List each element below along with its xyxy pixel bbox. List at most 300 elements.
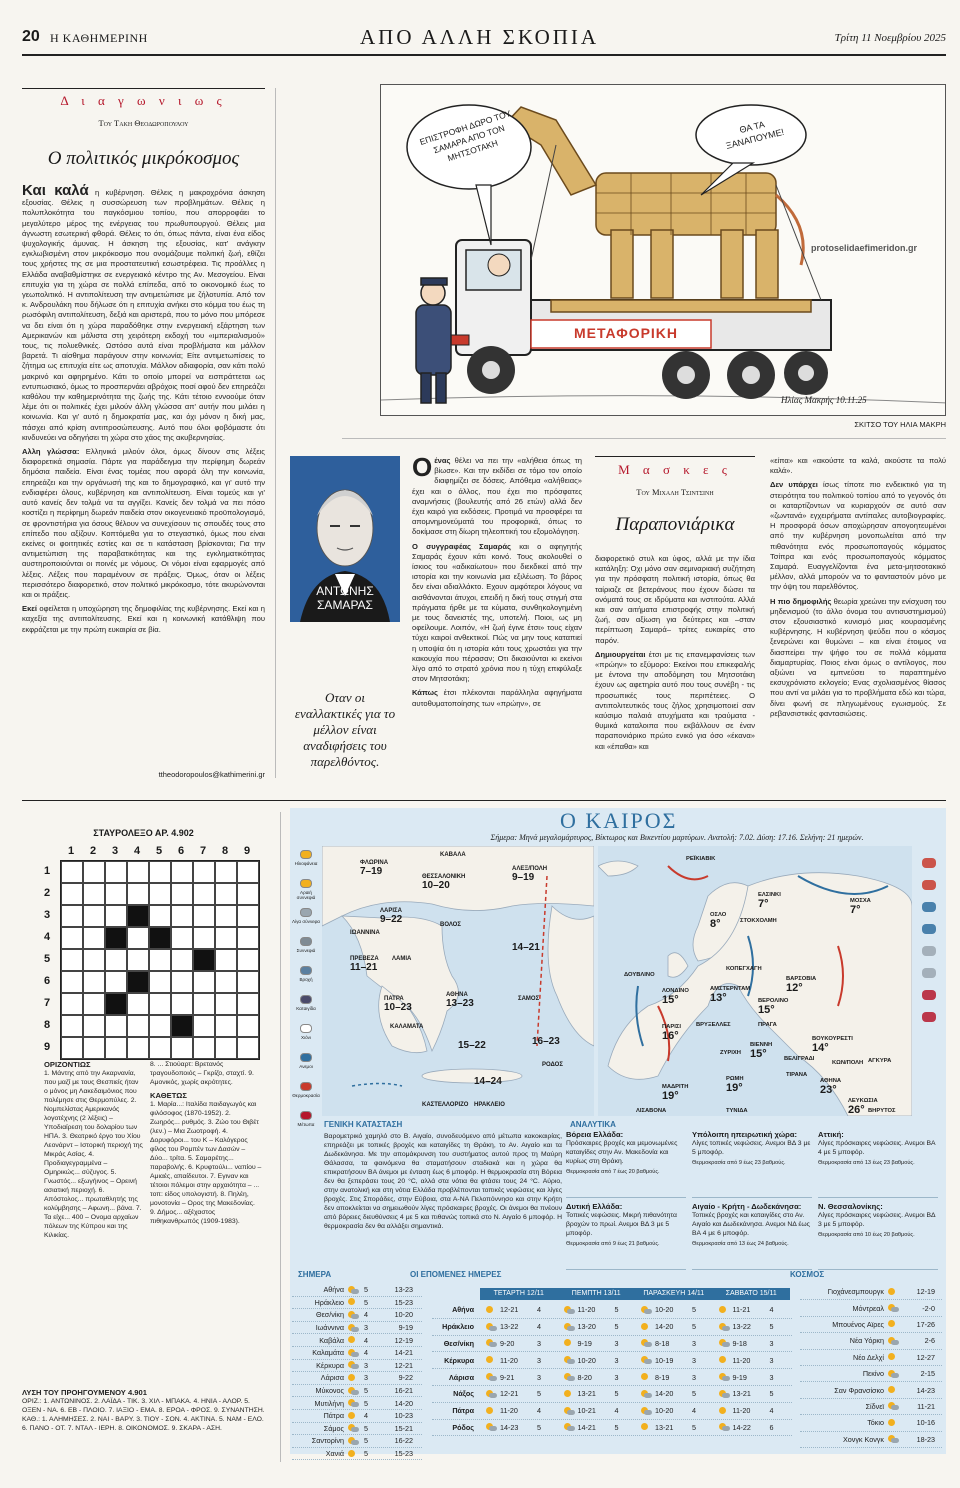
region-text: Τοπικές βροχές και καταιγίδες στο Αν. Αιγαίο και Δωδεκάνησα. Ανεμοι ΝΔ έως ΒΑ 4 με 6 μποφόρ.: [692, 1212, 810, 1237]
crossword-cell[interactable]: [193, 993, 215, 1015]
forecast-day-label: ΤΕΤΑΡΤΗ 12/11: [493, 1290, 544, 1297]
map-city: [422, 874, 465, 891]
crossword-cell[interactable]: [83, 971, 105, 993]
crossword-cell[interactable]: [215, 971, 237, 993]
diagonios-title: Ο πολιτικός μικρόκοσμος: [47, 148, 240, 169]
crossword-cell[interactable]: [61, 949, 83, 971]
temp-range: 13-22: [500, 1322, 519, 1332]
map-city-name: ΒΡΥΞΕΛΛΕΣ: [696, 1022, 731, 1028]
crossword-cell[interactable]: [83, 1015, 105, 1037]
sun-icon: [641, 1323, 652, 1331]
map-city-name: ΠΡΑΓΑ: [758, 1022, 777, 1028]
wind-force: 5: [614, 1305, 619, 1315]
legend-label: Συννεφιά: [296, 948, 316, 953]
crossword-cell[interactable]: [171, 949, 193, 971]
today-row: [292, 1448, 422, 1461]
map-city: [360, 860, 388, 877]
sun-icon: [348, 1450, 359, 1458]
sun-icon: [348, 1374, 359, 1382]
map-city-name: ΤΙΡΑΝΑ: [786, 1072, 808, 1078]
wind-force: 5: [364, 1297, 368, 1307]
crossword-cell[interactable]: [61, 883, 83, 905]
map-city-name: ΒΕΛΙΓΡΑΔΙ: [784, 1056, 815, 1062]
forecast-cell: [713, 1305, 791, 1314]
map-city-name: ΑΘΗΝΑ: [446, 992, 468, 998]
crossword-cell[interactable]: [237, 883, 259, 905]
temp-range: 12-21: [500, 1305, 519, 1315]
city-name: Τόκιο: [867, 1418, 884, 1428]
city-name: Χανιά: [325, 1449, 344, 1459]
city-name: Μόντρεαλ: [852, 1303, 884, 1313]
temp-range: 12-21: [394, 1360, 413, 1370]
wind-force: 4: [769, 1305, 774, 1315]
partly-cloudy-icon: [564, 1356, 575, 1364]
crossword-cell[interactable]: [237, 905, 259, 927]
crossword-cell[interactable]: [193, 861, 215, 883]
city-name: Νέα Υόρκη: [849, 1336, 884, 1346]
map-city: [422, 1102, 468, 1108]
wind-force: 3: [614, 1355, 619, 1365]
crossword-row-numbers: 1 2 3 4 5 6 7 8 9: [44, 865, 51, 1053]
crossword-cell[interactable]: [149, 1037, 171, 1059]
temp-range: 10-16: [916, 1418, 935, 1428]
diagonios-byline: Του Τακη Θεοδωροπουλου: [98, 118, 189, 128]
legend-symbol-icon: [922, 880, 936, 890]
temp-range: 14-22: [732, 1422, 751, 1432]
crossword-cell[interactable]: [61, 1037, 83, 1059]
map-city-name: ΒΗΡΥΤΟΣ: [868, 1108, 896, 1114]
crossword-grid[interactable]: [60, 860, 260, 1060]
crossword-cell[interactable]: [149, 949, 171, 971]
legend-label: Χιόνι: [301, 1035, 311, 1040]
region-temp: Θερμοκρασία από 13 έως 24 βαθμούς.: [692, 1241, 789, 1247]
forecast-row: [432, 1386, 792, 1403]
wind-force: 3: [769, 1372, 774, 1382]
region-temp: Θερμοκρασία από 10 έως 20 βαθμούς.: [818, 1232, 915, 1238]
crossword-black-cell: [105, 927, 127, 949]
crossword-cell[interactable]: [83, 993, 105, 1015]
wind-force: 5: [364, 1436, 368, 1446]
crossword-cell[interactable]: [105, 905, 127, 927]
world-row: [800, 1317, 942, 1333]
crossword-cell[interactable]: [105, 971, 127, 993]
crossword-cell[interactable]: [237, 927, 259, 949]
wind-force: 3: [692, 1372, 696, 1382]
forecast-cell: [635, 1356, 713, 1365]
partly-cloudy-icon: [486, 1323, 497, 1331]
map-city-name: ΘΕΣΣΑΛΟΝΙΚΗ: [422, 874, 466, 880]
city-name: Μπουένος Αϊρες: [832, 1319, 884, 1329]
forecast-cell: [558, 1406, 636, 1415]
map-city-temp: 10–20: [422, 880, 450, 891]
map-city-temp: 13°: [710, 992, 727, 1004]
crossword-cell[interactable]: [61, 1015, 83, 1037]
partly-cloudy-icon: [348, 1399, 359, 1407]
legend-swatch: [300, 850, 312, 859]
today-row: [292, 1423, 422, 1436]
map-city-name: ΣΑΜΟΣ: [518, 996, 540, 1002]
map-city-name: ΤΥΝΙΔΑ: [726, 1108, 748, 1114]
temp-range: 13-22: [732, 1322, 751, 1332]
map-city: [662, 1024, 681, 1042]
weather-legend: [292, 848, 320, 1127]
crossword-cell[interactable]: [215, 1015, 237, 1037]
temp-range: 16-21: [394, 1386, 413, 1396]
region-text: Τοπικές νεφώσεις. Μικρή πιθανότητα βροχών το πρωί. Ανεμοι ΒΔ 3 με 5 μποφόρ.: [566, 1212, 677, 1237]
legend-swatch: [300, 879, 312, 888]
crossword-cell[interactable]: [149, 993, 171, 1015]
crossword-solution: ΛΥΣΗ ΤΟΥ ΠΡΟΗΓΟΥΜΕΝΟΥ 4.901 ΟΡΙΖ.: 1. ΑΝΤΩΝΙΝΟΣ. 2. ΛΑΪΔΑ - ΤΙΚ. 3. ΧΙΛ - ΜΠΑΚΑ. 4. ΗΝΙΑ - ΑΛΟΡ. 5. ΟΞΕΝ - ΝΑ. 6. ΕΒ - ΠΛΟΙΟ. 7. ΙΑΞΙΟ - ΕΜΑ. 8. ΕΡΟΑ - ΦΡΟΣ. 9. ΣΥΝΑΝΤΗΣΗ. ΚΑΘ.: 1. ΑΛΗΜΗΣΕΣ. 2. ΝΑΙ - ΒΑΡΥ. 3. ΤΙΟΥ - ΣΟΝ. 4. ΑΚΤΙΝΑ. 5. ΝΑΜ - ΕΛΟ. 6. ΠΑΝΟ - ΟΤ. 7. ΝΤΑΛ - ΙΕΡΗ. 8. ΟΙΚΟΝΟΜΟΣ. 9. ΣΚΑΡΑ - ΑΣΗ.: [22, 1388, 265, 1432]
city-name: Λάρισα: [320, 1373, 344, 1383]
crossword-cell[interactable]: [61, 971, 83, 993]
today-table: [292, 1284, 422, 1460]
forecast-days-header: [480, 1288, 790, 1300]
map-city: [350, 956, 379, 973]
crossword-cell[interactable]: [237, 1015, 259, 1037]
forecast-cell: [558, 1423, 636, 1432]
crossword-col-numbers: 1 2 3 4 5 6 7 8 9: [67, 845, 251, 857]
map-city-name: ΜΟΣΧΑ: [850, 898, 871, 904]
crossword-cell[interactable]: [171, 993, 193, 1015]
sun-icon: [348, 1412, 359, 1420]
crossword-cell[interactable]: [61, 993, 83, 1015]
legend-label: Ηλιοφάνεια: [294, 861, 318, 866]
crossword-cell[interactable]: [171, 861, 193, 883]
crossword-cell[interactable]: [83, 905, 105, 927]
wind-force: 3: [364, 1360, 368, 1370]
city-name: Νάξος: [453, 1389, 474, 1399]
crossword-cell[interactable]: [149, 905, 171, 927]
map-city-name: ΚΑΛΑΜΑΤΑ: [390, 1024, 424, 1030]
crossword-cell[interactable]: [193, 927, 215, 949]
crossword-cell[interactable]: [149, 1015, 171, 1037]
region-temp: Θερμοκρασία από 13 έως 23 βαθμούς.: [818, 1160, 915, 1166]
crossword-clues-right: 8. ... Στιούαρτ: Βρετανός τραγουδοποιός – Γκρίζο, σταχτί. 9. Αμονικός, χωρίς ακρότητες. ΚΑΘΕΤΩΣ 1. Μαρία...: Ιταλίδα παιδαγωγός και φιλόσοφος (1870-1952). 2. Ζωηρός... ρυθμός. 3. Ζώο του Θιβέτ (λεν.) – Μια Ζωοτροφή. 4. Δορυφόροι... του Κ – Καλόγερος φίλος του Ρομπέν των Δασών – Δύο... τρίτα. 5. Σαμαρέτης... παραβολής. 6. Κρυφτούλι... ναπίου – Αμιαές, απαίδευτοι. 7. Εγιναν και τέτοιοι πόλεμοι στην αρχαιότητα – ... τοπ: είδος υπολογιστή. 8. Πηλέη, μονοτονία – Ορος της Μακεδονίας. 9. Δήμος... αξέχαστος πιθηκανθρωπός (1909-1983).: [150, 1061, 262, 1225]
map-city-name: ΜΑΔΡΙΤΗ: [662, 1084, 689, 1090]
city-name: Αθήνα: [323, 1285, 344, 1295]
legend-item: [292, 995, 320, 1022]
map-city: [786, 1072, 807, 1078]
forecast-cell: [635, 1423, 713, 1432]
legend-item: [292, 850, 320, 877]
forecast-cell: [713, 1356, 791, 1365]
wind-force: 4: [364, 1335, 368, 1345]
wind-force: 5: [769, 1389, 774, 1399]
crossword-cell[interactable]: [215, 905, 237, 927]
partly-cloudy-icon: [719, 1423, 730, 1431]
map-city-name: ΚΑΒΑΛΑ: [440, 852, 466, 858]
temp-range: 10-20: [655, 1305, 674, 1315]
crossword-cell[interactable]: [215, 883, 237, 905]
legend-label: Αραιή συννεφιά: [296, 890, 316, 900]
map-city-temp: 19°: [726, 1082, 743, 1094]
map-city-name: ΦΛΩΡΙΝΑ: [360, 860, 389, 866]
partly-cloudy-icon: [719, 1373, 730, 1381]
crossword-cell[interactable]: [171, 971, 193, 993]
crossword-cell[interactable]: [215, 949, 237, 971]
legend-symbol-icon: [922, 858, 936, 868]
crossword-cell[interactable]: [237, 971, 259, 993]
crossword-cell[interactable]: [127, 993, 149, 1015]
maskes-title: Παραπονιάρικα: [615, 514, 735, 535]
crossword-cell[interactable]: [193, 1015, 215, 1037]
forecast-cell: [558, 1373, 636, 1382]
region-temp: Θερμοκρασία από 9 έως 23 βαθμούς.: [692, 1160, 786, 1166]
temp-range: 13-20: [577, 1322, 596, 1332]
temp-range: 11-20: [732, 1406, 751, 1416]
temp-range: 9-19: [577, 1338, 592, 1348]
sun-icon: [719, 1306, 730, 1314]
temp-range: 10-20: [655, 1406, 674, 1416]
partly-cloudy-icon: [641, 1306, 652, 1314]
crossword-cell[interactable]: [237, 993, 259, 1015]
sun-icon: [641, 1423, 652, 1431]
world-row: [800, 1432, 942, 1448]
map-city-name: ΑΜΣΤΕΡΝΤΑΜ: [710, 986, 751, 992]
temp-range: 9-22: [398, 1373, 413, 1383]
map-city-name: ΛΙΣΑΒΟΝΑ: [636, 1108, 667, 1114]
crossword-cell[interactable]: [215, 861, 237, 883]
crossword-cell[interactable]: [83, 927, 105, 949]
crossword-black-cell: [171, 1015, 193, 1037]
crossword-cell[interactable]: [193, 883, 215, 905]
today-row: [292, 1385, 422, 1398]
crossword-cell[interactable]: [83, 1037, 105, 1059]
crossword-cell[interactable]: [149, 883, 171, 905]
crossword-cell[interactable]: [105, 861, 127, 883]
wind-force: 3: [537, 1355, 541, 1365]
crossword-cell[interactable]: [61, 927, 83, 949]
world-row: [800, 1284, 942, 1300]
region-name: Δυτική Ελλάδα:: [566, 1202, 623, 1211]
crossword-cell[interactable]: [193, 971, 215, 993]
crossword-cell[interactable]: [127, 927, 149, 949]
map-city-name: ΖΥΡΙΧΗ: [720, 1050, 741, 1056]
crossword-cell[interactable]: [215, 1037, 237, 1059]
world-table: [800, 1284, 942, 1448]
legend-item: [292, 1111, 320, 1138]
temp-range: 11-20: [500, 1355, 518, 1365]
map-city: [446, 992, 474, 1009]
temp-range: 9-20: [500, 1338, 515, 1348]
legend-item: [292, 937, 320, 964]
wind-force: 3: [614, 1338, 619, 1348]
world-row: [800, 1300, 942, 1316]
crossword-cell[interactable]: [193, 905, 215, 927]
partly-cloudy-icon: [564, 1323, 575, 1331]
crossword-cell[interactable]: [171, 927, 193, 949]
forecast-cell: [713, 1339, 791, 1348]
sun-icon: [348, 1298, 359, 1306]
crossword-cell[interactable]: [237, 1037, 259, 1059]
legend-item: [292, 908, 320, 935]
temp-range: 14-21: [394, 1348, 413, 1358]
crossword-cell[interactable]: [149, 971, 171, 993]
crossword-cell[interactable]: [105, 1037, 127, 1059]
crossword-cell[interactable]: [149, 861, 171, 883]
map-city-temp: 12°: [786, 982, 803, 994]
forecast-cell: [713, 1423, 791, 1432]
world-row: [800, 1366, 942, 1382]
forecast-cell: [558, 1305, 636, 1314]
crossword-cell[interactable]: [61, 905, 83, 927]
legend-symbol-icon: [922, 968, 936, 978]
map-city: [662, 1084, 688, 1102]
wind-force: 5: [614, 1322, 619, 1332]
wind-force: 5: [692, 1422, 696, 1432]
forecast-cell: [558, 1322, 636, 1331]
forecast-cell: [713, 1406, 791, 1415]
crossword-cell[interactable]: [105, 949, 127, 971]
map-city-name: ΒΟΥΚΟΥΡΕΣΤΙ: [812, 1036, 853, 1042]
crossword-cell[interactable]: [127, 949, 149, 971]
region-name: Υπόλοιπη ηπειρωτική χώρα:: [692, 1130, 798, 1139]
temp-range: 13-21: [655, 1422, 674, 1432]
region-name: Αττική:: [818, 1130, 844, 1139]
temp-range: 12-19: [394, 1335, 413, 1345]
crossword-black-cell: [149, 927, 171, 949]
legend-label: Ανεμοι: [299, 1064, 313, 1069]
section-title: ΑΠΟ ΑΛΛΗ ΣΚΟΠΙΑ: [360, 25, 600, 49]
legend-item: [292, 1082, 320, 1109]
wind-force: 3: [614, 1372, 619, 1382]
forecast-cell: [713, 1373, 791, 1382]
map-city-name: ΑΘΗΝΑ: [820, 1078, 842, 1084]
crossword-cell[interactable]: [237, 949, 259, 971]
map-city-name: ΒΙΕΝΝΗ: [750, 1042, 773, 1048]
map-city-name: ΛΑΜΙΑ: [392, 956, 412, 962]
crossword-cell[interactable]: [171, 1037, 193, 1059]
partly-cloudy-icon: [641, 1356, 652, 1364]
forecast-cell: [713, 1322, 791, 1331]
city-name: Πάτρα: [323, 1411, 344, 1421]
partly-cloudy-icon: [564, 1306, 575, 1314]
wind-force: 5: [614, 1422, 619, 1432]
crossword-cell[interactable]: [83, 949, 105, 971]
crossword-cell[interactable]: [83, 883, 105, 905]
map-city-name: ΚΩΝ/ΠΟΛΗ: [832, 1060, 864, 1066]
crossword-black-cell: [127, 905, 149, 927]
forecast-row: [432, 1319, 792, 1336]
map-city-name: ΛΕΥΚΩΣΙΑ: [848, 1098, 878, 1104]
legend-symbol-icon: [922, 1012, 936, 1022]
map-city: [758, 1022, 777, 1028]
map-city-name: ΡΩΜΗ: [726, 1076, 744, 1082]
temp-range: 2-6: [924, 1336, 935, 1346]
legend-swatch: [300, 908, 312, 917]
city-name: Μυτιλήνη: [314, 1398, 344, 1408]
crossword-black-cell: [105, 993, 127, 1015]
temp-range: 16-22: [394, 1436, 413, 1446]
map-city-name: ΑΓΚΥΡΑ: [868, 1058, 892, 1064]
map-city: [380, 908, 402, 925]
city-name: Σάμος: [323, 1423, 344, 1433]
europe-map-labels: [598, 846, 912, 1116]
general-title: ΓΕΝΙΚΗ ΚΑΤΑΣΤΑΣΗ: [324, 1120, 403, 1129]
wind-force: 3: [537, 1338, 541, 1348]
crossword-cell[interactable]: [237, 861, 259, 883]
region-forecast: [692, 1130, 812, 1198]
partly-cloudy-icon: [641, 1339, 652, 1347]
world-row: [800, 1382, 942, 1398]
partly-cloudy-icon: [888, 1304, 899, 1312]
today-row: [292, 1410, 422, 1423]
crossword-cell[interactable]: [127, 883, 149, 905]
forecast-cell: [480, 1389, 558, 1398]
temp-range: 12-27: [916, 1352, 935, 1362]
map-city: [384, 996, 412, 1013]
temp-range: 12-19: [916, 1287, 935, 1297]
map-city: [512, 866, 547, 883]
city-name: Ιωάννινα: [315, 1323, 344, 1333]
partly-cloudy-icon: [348, 1349, 359, 1357]
legend-label: Μέτωπα: [297, 1122, 315, 1127]
crossword-cell[interactable]: [171, 883, 193, 905]
crossword-cell[interactable]: [105, 883, 127, 905]
legend-swatch: [300, 1111, 312, 1120]
cartoon-caption: ΣΚΙΤΣΟ ΤΟΥ ΗΛΙΑ ΜΑΚΡΗ: [854, 420, 946, 429]
map-city: [868, 1108, 896, 1114]
speech-bubble-horse: ΘΑ ΤΑ ΞΑΝΑΠΟΥΜΕ!: [724, 119, 786, 151]
city-name: Γιοχάνεσμπουργκ: [827, 1287, 884, 1297]
temp-range: 14-23: [500, 1422, 519, 1432]
city-name: Σίδνεϊ: [865, 1401, 884, 1411]
map-city: [532, 1036, 560, 1047]
today-title: ΣΗΜΕΡΑ: [298, 1270, 332, 1279]
wind-force: 4: [692, 1406, 696, 1416]
partly-cloudy-icon: [564, 1407, 575, 1415]
general-text: Βαρομετρικό χαμηλό στο Β. Αιγαίο, συνοδευόμενο από μέτωπα κακοκαιρίας, επηρεάζει με τοπικές βροχές και καταιγίδες τη Θράκη, το Αν. Αιγαίο και τα Δωδεκάνησα. Με την απομάκρυνση του συστήματος αυτού προς τη Μαύρη Θάλασσα, τα φαινόμενα θα σταματήσουν σταδιακά και η χώρα θα επικρατήσουν ΒΑ άνεμοι με ένταση έως 6 μποφόρ. Η θερμοκρασία στη Βόρεια δεν θα ξεπεράσει τους 20 °C, αλλά στα νότια θα φτάσει τους 24 °C. Αύριο, στην ανατολική και στη νότια Ελλάδα προβλέπονται τοπικές νεφώσεις και λίγες βροχές. Στις Σποράδες, στην Εύβοια, στα Α-ΝΑ Πελοπόννησο και στην Κρήτη δεν αποκλείεται να σημειωθούν λίγες πρόσκαιρες βροχές. Οι άνεμοι θα πνέουν από βόρειες διευθύνσεις 4 με 5 και πιθανώς τοπικά στο Ν. Αιγαίο 6 μποφόρ. Η θερμοκρασία δεν θα αλλάξει σημαντικά.: [324, 1133, 562, 1230]
temp-range: 13-23: [394, 1285, 413, 1295]
crossword-cell[interactable]: [83, 861, 105, 883]
map-city-name: ΕΛΣΙΝΚΙ: [758, 892, 781, 898]
temp-range: 14-21: [577, 1422, 596, 1432]
temp-range: 10-20: [394, 1310, 413, 1320]
region-forecast: [818, 1130, 938, 1198]
crossword-cell[interactable]: [105, 1015, 127, 1037]
crossword-cell[interactable]: [215, 993, 237, 1015]
temp-range: 11-20: [732, 1355, 751, 1365]
region-name: Βόρεια Ελλάδα:: [566, 1130, 624, 1139]
sun-icon: [564, 1339, 575, 1347]
partly-cloudy-icon: [348, 1437, 359, 1445]
partly-cloudy-icon: [888, 1337, 899, 1345]
sun-icon: [719, 1407, 730, 1415]
crossword-cell[interactable]: [171, 905, 193, 927]
maskes-body-col1: διαφορετικό στυλ και ύφος, αλλά με την ίδια κατάληξη: Οχι μόνο σαν σεμιναριακή συζήτηση για την πρόσφατη πολιτική ιστορία, όπως θα ταίριαζε σε βετεράνους που έχουν δώσει τα ονόματά τους σε ιδρύματα και ινστιτούτα. Αλλά και σαν αιτήματα επιστροφής στην πολιτική ζωή, σαν αξίωση για δεύτερες και –σταν περίπτωση Σαμαρά– τρίτες ευκαιρίες στο παρόν. Δημιουργείται έτσι με τις επανεμφανίσεις των «πρώην» το εξύμορο: Εκείνοι που επικεφαλής με έντονα την αποδόμηση του Μητσοτάκη έχουν ως αφετηρία αυτό που τους συνέβη - τις προσωπικές τους περιπέτειες. Ο αντιπολιτευτικός τους ζήλος χρησιμοποιεί σαν καύσιμο παλαιά ατυχήματα και τραύματα - θυμικά καταλοιπα που εκβάλλουν σε έναν παραπονιάρικο πρώτο ενικό για όσο «έκανα» και «έπαθα» και: [595, 554, 755, 751]
crossword-cell[interactable]: [127, 861, 149, 883]
map-city-temp: 23°: [820, 1084, 837, 1096]
map-city: [784, 1056, 814, 1062]
wind-force: 5: [769, 1322, 774, 1332]
map-city: [726, 1108, 748, 1114]
today-row: [292, 1360, 422, 1373]
map-city: [392, 956, 411, 962]
city-name: Σαν Φρανσίσκο: [834, 1385, 884, 1395]
crossword-cell[interactable]: [61, 861, 83, 883]
partly-cloudy-icon: [888, 1435, 899, 1443]
map-city: [758, 998, 788, 1016]
region-temp: Θερμοκρασία από 9 έως 21 βαθμούς.: [566, 1241, 660, 1247]
crossword-cell[interactable]: [127, 1015, 149, 1037]
crossword-cell[interactable]: [127, 1037, 149, 1059]
region-forecast: [692, 1202, 812, 1270]
author-email[interactable]: ttheodoropoulos@kathimerini.gr: [158, 770, 265, 779]
crossword-cell[interactable]: [193, 1037, 215, 1059]
map-city-name: ΠΑΤΡΑ: [384, 996, 404, 1002]
crossword-cell[interactable]: [215, 927, 237, 949]
region-text: Λίγες τοπικές νεφώσεις. Ανεμοι ΒΔ 3 με 5 μποφόρ.: [692, 1140, 811, 1156]
